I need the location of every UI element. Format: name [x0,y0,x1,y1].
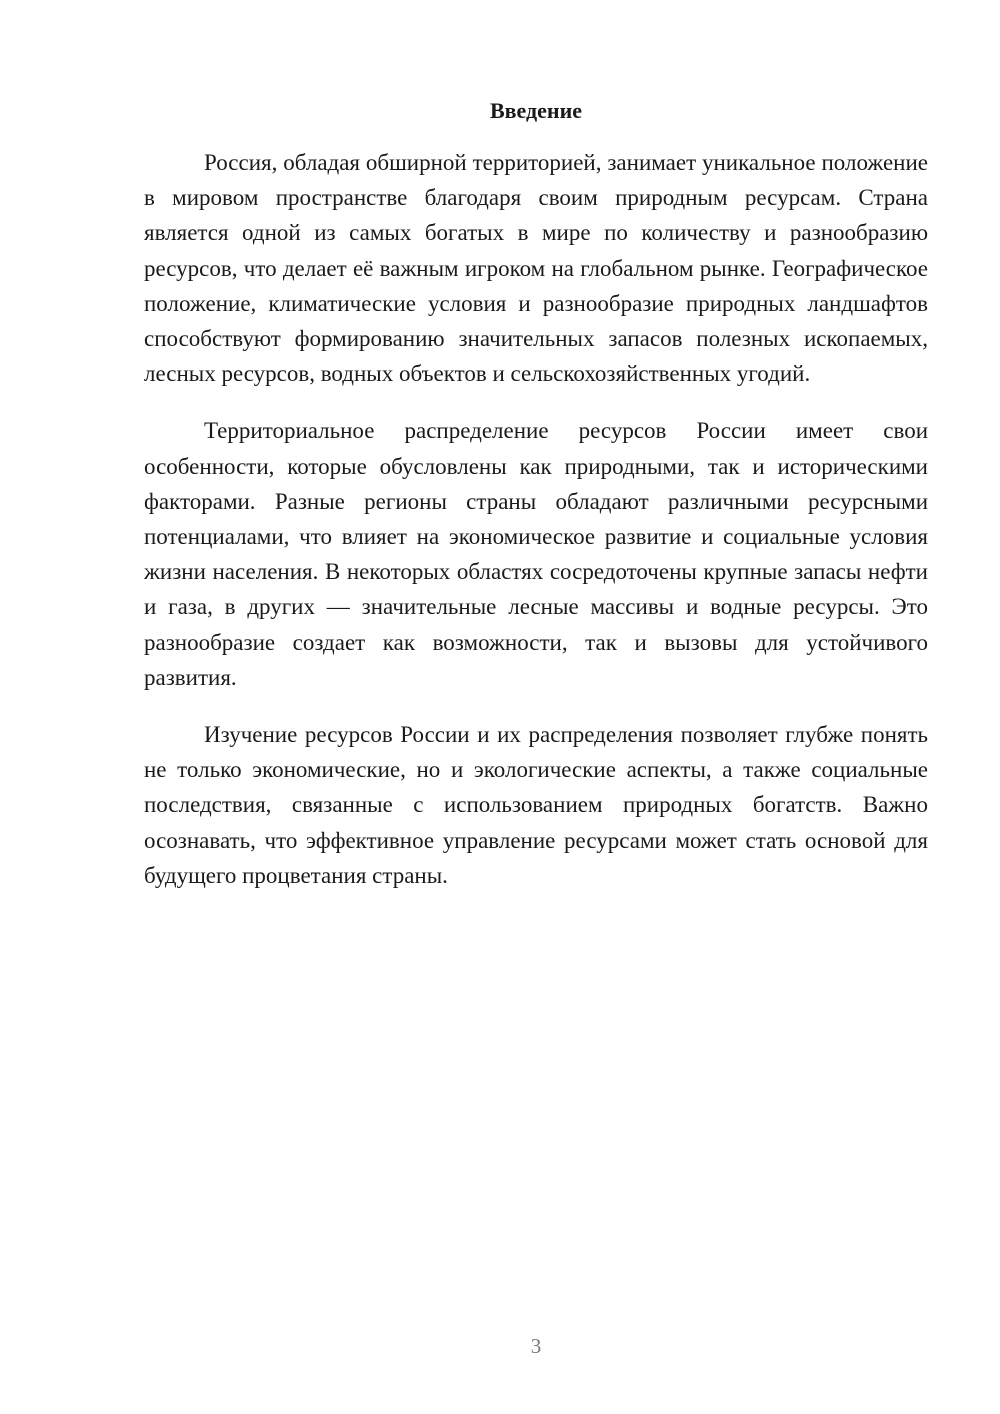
paragraph-3: Изучение ресурсов России и их распределения позволяет глубже понять не только экономические, но и экологические аспекты, а также социальные последствия, связанные с использованием природных богатств. Важно осознавать, что эффективное управление ресурсами может стать основой для будущего процветания страны. [144,722,928,888]
paragraph-1: Россия, обладая обширной территорией, занимает уникальное положение в мировом пространстве благодаря своим природным ресурсам. Страна является одной из самых богатых в мире по количеству и разнообразию ресурсов, что делает её важным игроком на глобальном рынке. Географическое положение, климатические условия и разнообразие природных ландшафтов способствуют формированию значительных запасов полезных ископаемых, лесных ресурсов, водных объектов и сельскохозяйственных угодий. [144,150,928,387]
page-content [144,95,928,915]
section-heading: Введение [489,98,583,123]
page-number: 3 [530,1334,542,1358]
paragraph-2: Территориальное распределение ресурсов России имеет свои особенности, которые обусловлены как природными, так и историческими факторами. Разные регионы страны обладают различными ресурсными потенциалами, что влияет на экономическое развитие и социальные условия жизни населения. В некоторых областях сосредоточены крупные запасы нефти и газа, в других — значительные лесные массивы и водные ресурсы. Это разнообразие создает как возможности, так и вызовы для устойчивого развития. [144,418,928,690]
